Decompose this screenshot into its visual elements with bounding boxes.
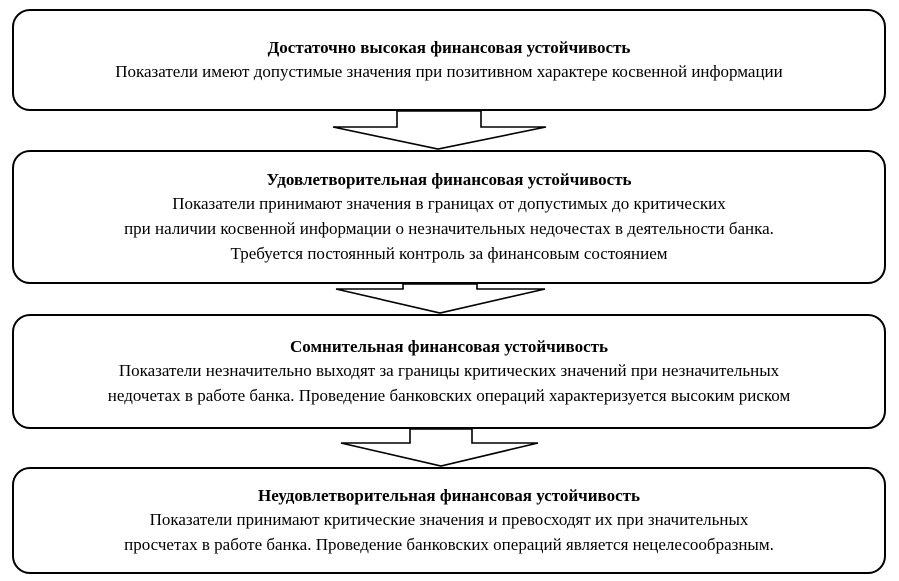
level-title: Неудовлетворительная финансовая устойчивость <box>258 486 640 505</box>
level-description-line: Показатели принимают критические значения и превосходят их при значительных <box>149 510 749 529</box>
down-arrow-icon <box>0 111 899 150</box>
level-description-line: Показатели незначительно выходят за границы критических значений при незначительных <box>118 361 780 380</box>
level-description-line: недочетах в работе банка. Проведение банковских операций характеризуется высоким риском <box>107 386 791 405</box>
level-title: Удовлетворительная финансовая устойчивость <box>266 170 632 189</box>
level-box-doubtful <box>12 314 886 429</box>
level-description-line: Требуется постоянный контроль за финансовым состоянием <box>230 244 668 263</box>
level-box-unsatisfactory <box>12 467 886 574</box>
down-arrow-icon <box>0 284 899 314</box>
level-box-satisfactory <box>12 150 886 284</box>
level-description-line: Показатели принимают значения в границах от допустимых до критических <box>172 194 726 213</box>
level-description-line: просчетах в работе банка. Проведение банковских операций является нецелесообразным. <box>124 535 774 554</box>
down-arrow-icon <box>0 429 899 467</box>
level-description-line: Показатели имеют допустимые значения при позитивном характере косвенной информации <box>115 62 783 81</box>
level-description-line: при наличии косвенной информации о незначительных недочестах в деятельности банка. <box>124 219 774 238</box>
level-title: Сомнительная финансовая устойчивость <box>290 337 608 356</box>
level-title: Достаточно высокая финансовая устойчивость <box>267 38 631 57</box>
level-box-high <box>12 9 886 111</box>
